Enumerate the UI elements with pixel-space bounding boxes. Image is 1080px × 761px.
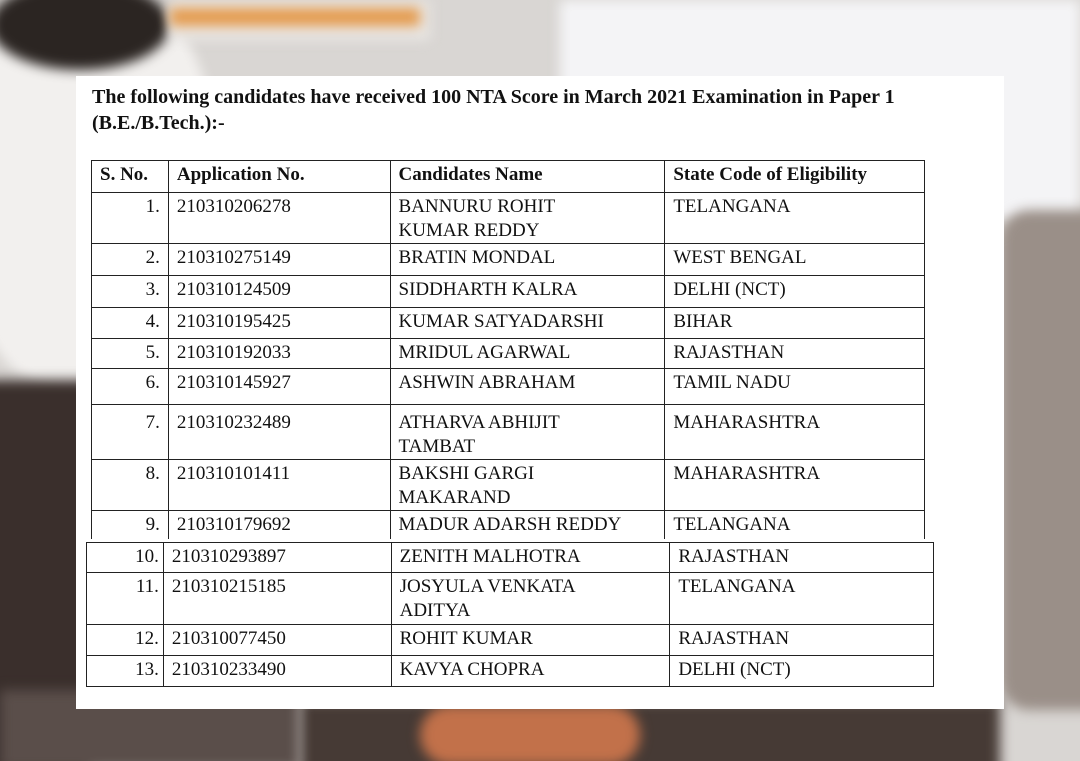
serial-number: 1. — [92, 193, 169, 244]
candidate-name: MADUR ADARSH REDDY — [390, 511, 665, 539]
serial-number: 10. — [87, 543, 164, 573]
state-code: TELANGANA — [665, 511, 925, 539]
header-candidates-name: Candidates Name — [390, 161, 665, 193]
serial-number: 8. — [92, 460, 169, 511]
application-number: 210310206278 — [168, 193, 390, 244]
serial-number: 11. — [87, 573, 164, 625]
document-heading: The following candidates have received 100 NTA Score in March 2021 Examination in Paper 1 (B.E./B.Tech.):- — [92, 86, 895, 134]
header-state-code: State Code of Eligibility — [665, 161, 925, 193]
candidate-name: SIDDHARTH KALRA — [390, 276, 665, 308]
results-table-part-2 — [86, 542, 934, 687]
header-application-no: Application No. — [168, 161, 390, 193]
application-number: 210310145927 — [168, 369, 390, 405]
application-number: 210310275149 — [168, 244, 390, 276]
serial-number: 13. — [87, 656, 164, 687]
state-code: DELHI (NCT) — [670, 656, 934, 687]
table-row — [92, 276, 925, 308]
table-row — [87, 625, 934, 656]
table-row — [87, 543, 934, 573]
serial-number: 6. — [92, 369, 169, 405]
state-code: RAJASTHAN — [665, 339, 925, 369]
state-code: TELANGANA — [670, 573, 934, 625]
serial-number: 2. — [92, 244, 169, 276]
candidate-name: BANNURU ROHIT KUMAR REDDY — [390, 193, 665, 244]
header-s-no: S. No. — [92, 161, 169, 193]
table-row — [92, 308, 925, 339]
table-row — [92, 193, 925, 244]
table-row — [92, 369, 925, 405]
serial-number: 5. — [92, 339, 169, 369]
application-number: 210310077450 — [163, 625, 391, 656]
application-number: 210310192033 — [168, 339, 390, 369]
table-row — [92, 511, 925, 539]
candidate-name: ZENITH MALHOTRA — [391, 543, 670, 573]
candidate-name: JOSYULA VENKATA ADITYA — [391, 573, 670, 625]
candidate-name: KAVYA CHOPRA — [391, 656, 670, 687]
application-number: 210310293897 — [163, 543, 391, 573]
candidate-name: BRATIN MONDAL — [390, 244, 665, 276]
table-row — [87, 656, 934, 687]
state-code: MAHARASHTRA — [665, 405, 925, 460]
application-number: 210310124509 — [168, 276, 390, 308]
table-row — [92, 405, 925, 460]
table-row — [92, 244, 925, 276]
serial-number: 4. — [92, 308, 169, 339]
state-code: WEST BENGAL — [665, 244, 925, 276]
application-number: 210310195425 — [168, 308, 390, 339]
candidate-name: KUMAR SATYADARSHI — [390, 308, 665, 339]
state-code: BIHAR — [665, 308, 925, 339]
application-number: 210310179692 — [168, 511, 390, 539]
state-code: RAJASTHAN — [670, 625, 934, 656]
table-row — [92, 339, 925, 369]
state-code: RAJASTHAN — [670, 543, 934, 573]
table-row — [87, 573, 934, 625]
state-code: DELHI (NCT) — [665, 276, 925, 308]
serial-number: 12. — [87, 625, 164, 656]
candidate-name: BAKSHI GARGI MAKARAND — [390, 460, 665, 511]
table-header-row — [92, 161, 925, 193]
serial-number: 9. — [92, 511, 169, 539]
candidate-name: ASHWIN ABRAHAM — [390, 369, 665, 405]
candidate-name: ATHARVA ABHIJIT TAMBAT — [390, 405, 665, 460]
application-number: 210310233490 — [163, 656, 391, 687]
application-number: 210310232489 — [168, 405, 390, 460]
state-code: TAMIL NADU — [665, 369, 925, 405]
table-row — [92, 460, 925, 511]
results-table-part-1 — [91, 160, 925, 539]
candidate-name: MRIDUL AGARWAL — [390, 339, 665, 369]
application-number: 210310215185 — [163, 573, 391, 625]
state-code: TELANGANA — [665, 193, 925, 244]
candidate-name: ROHIT KUMAR — [391, 625, 670, 656]
application-number: 210310101411 — [168, 460, 390, 511]
serial-number: 3. — [92, 276, 169, 308]
state-code: MAHARASHTRA — [665, 460, 925, 511]
serial-number: 7. — [92, 405, 169, 460]
